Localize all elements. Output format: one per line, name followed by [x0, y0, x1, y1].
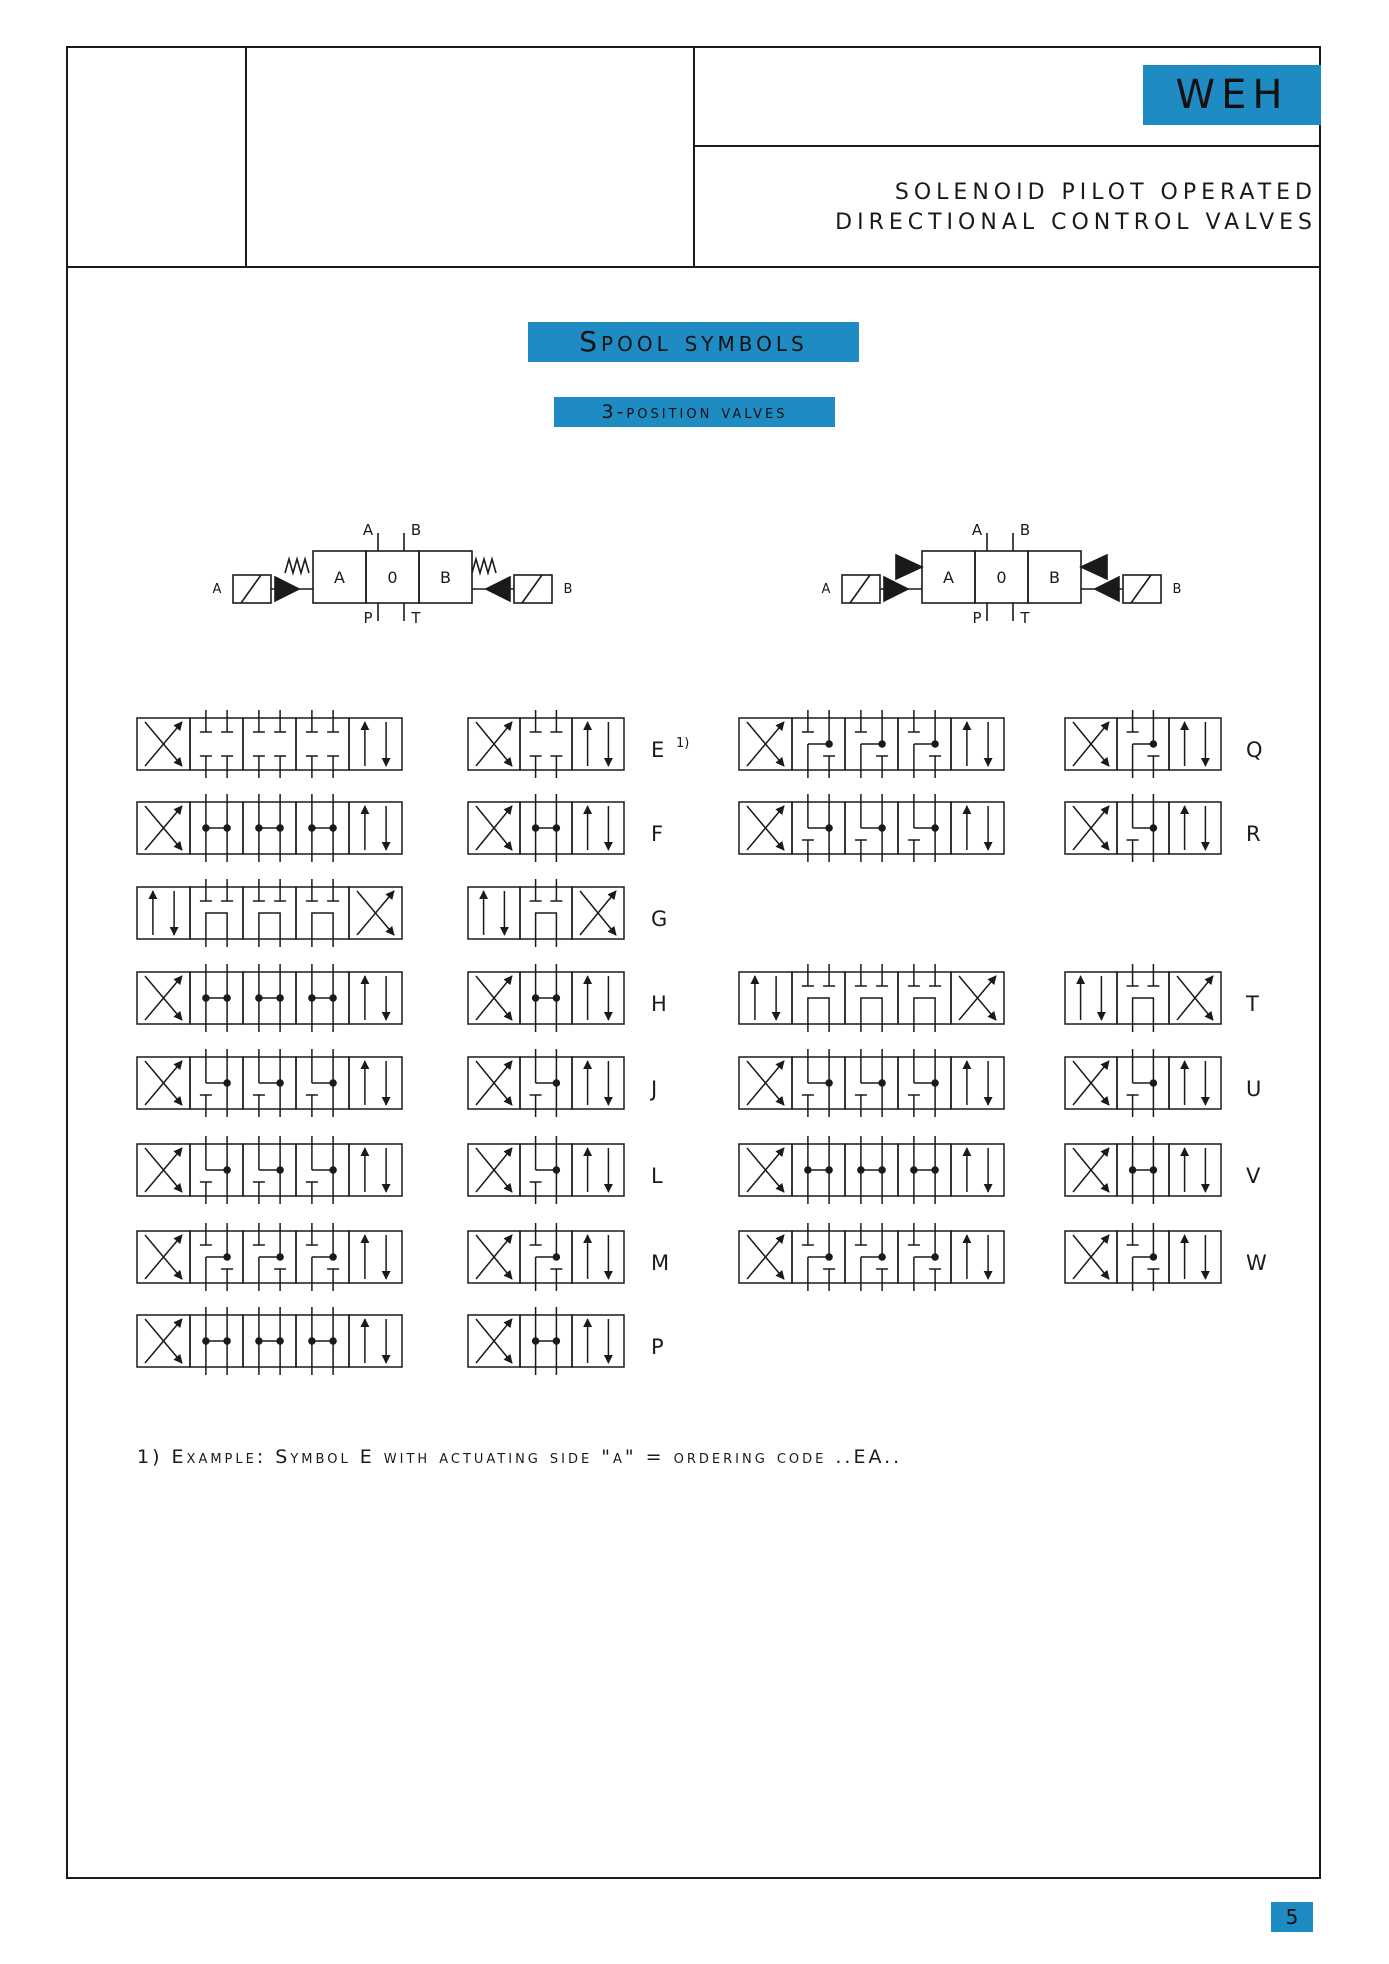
- junction-dot: [1150, 1254, 1156, 1260]
- symbol-code-h: H: [651, 992, 667, 1016]
- solenoid-box: [1123, 575, 1161, 603]
- parallel-box: [572, 802, 624, 854]
- junction-dot: [224, 825, 230, 831]
- junction-dot: [932, 741, 938, 747]
- junction-dot: [224, 1254, 230, 1260]
- junction-dot: [826, 1254, 832, 1260]
- brand-badge: WEH: [1143, 65, 1321, 125]
- junction-dot: [256, 995, 262, 1001]
- junction-dot: [309, 995, 315, 1001]
- junction-dot: [256, 825, 262, 831]
- flow-loop: [1133, 998, 1154, 1024]
- parallel-box: [468, 887, 520, 939]
- solenoid-box: [842, 575, 880, 603]
- parallel-box: [349, 1057, 402, 1109]
- junction-dot: [203, 1338, 209, 1344]
- position-label-b: B: [1049, 568, 1060, 587]
- parallel-box: [572, 1231, 624, 1283]
- pilot-triangle: [486, 577, 510, 601]
- page-number: 5: [1271, 1902, 1313, 1932]
- junction-dot: [879, 1254, 885, 1260]
- section-title: Spool symbols: [528, 322, 859, 362]
- port-label-p: P: [972, 609, 982, 627]
- pilot-triangle-upper: [896, 555, 922, 579]
- pilot-triangle-upper: [1081, 555, 1107, 579]
- solenoid-slash: [522, 575, 542, 603]
- solenoid-box: [233, 575, 271, 603]
- parallel-box: [349, 718, 402, 770]
- symbol-code-l: L: [651, 1164, 663, 1188]
- side-label-b: B: [1172, 582, 1182, 597]
- parallel-box: [572, 718, 624, 770]
- symbol-code-j: J: [651, 1077, 658, 1101]
- center-box: [190, 718, 243, 770]
- pilot-triangle: [884, 577, 908, 601]
- junction-dot: [309, 1338, 315, 1344]
- footnote: 1) Example: Symbol E with actuating side "a" = ordering code ..EA..: [137, 1446, 903, 1468]
- symbol-code-m: M: [651, 1251, 670, 1275]
- symbol-code-e: E: [651, 738, 665, 762]
- parallel-box: [1169, 718, 1221, 770]
- junction-dot: [858, 1167, 864, 1173]
- junction-dot: [826, 1167, 832, 1173]
- symbol-grid-right: [739, 710, 1221, 1291]
- junction-dot: [309, 825, 315, 831]
- solenoid-slash: [241, 575, 261, 603]
- parallel-box: [572, 1315, 624, 1367]
- center-box: [243, 718, 296, 770]
- parallel-box: [1169, 802, 1221, 854]
- symbol-note: 1): [676, 736, 690, 751]
- subtitle-line-1: SOLENOID PILOT OPERATED: [894, 180, 1317, 205]
- parallel-box: [951, 718, 1004, 770]
- port-label-b: B: [1019, 521, 1031, 539]
- junction-dot: [330, 995, 336, 1001]
- parallel-box: [1169, 1231, 1221, 1283]
- junction-dot: [553, 1338, 559, 1344]
- junction-dot: [330, 1338, 336, 1344]
- parallel-box: [349, 1144, 402, 1196]
- symbol-code-q: Q: [1246, 738, 1263, 762]
- junction-dot: [1130, 1167, 1136, 1173]
- port-label-p: P: [363, 609, 373, 627]
- spring: [285, 559, 309, 573]
- parallel-box: [349, 1231, 402, 1283]
- solenoid-slash: [850, 575, 870, 603]
- junction-dot: [277, 825, 283, 831]
- junction-dot: [1150, 741, 1156, 747]
- junction-dot: [330, 825, 336, 831]
- side-label-b: B: [563, 582, 573, 597]
- junction-dot: [277, 995, 283, 1001]
- parallel-box: [137, 887, 190, 939]
- junction-dot: [533, 825, 539, 831]
- center-box: [520, 718, 572, 770]
- junction-dot: [553, 825, 559, 831]
- side-label-a: A: [821, 582, 831, 597]
- parallel-box: [349, 802, 402, 854]
- port-label-t: T: [411, 609, 421, 627]
- port-label-a: A: [362, 521, 374, 539]
- symbol-code-g: G: [651, 907, 668, 931]
- flow-loop: [206, 913, 227, 939]
- parallel-box: [1169, 1144, 1221, 1196]
- flow-loop: [861, 998, 882, 1024]
- junction-dot: [203, 825, 209, 831]
- flow-loop: [536, 913, 557, 939]
- valve-schematics: [213, 521, 1182, 627]
- pilot-triangle: [1095, 577, 1119, 601]
- position-label-a: A: [334, 568, 345, 587]
- junction-dot: [932, 1254, 938, 1260]
- junction-dot: [932, 1167, 938, 1173]
- junction-dot: [533, 1338, 539, 1344]
- junction-dot: [805, 1167, 811, 1173]
- parallel-box: [951, 802, 1004, 854]
- position-label-b: B: [440, 568, 451, 587]
- flow-loop: [914, 998, 935, 1024]
- parallel-box: [1169, 1057, 1221, 1109]
- parallel-box: [349, 972, 402, 1024]
- flow-loop: [312, 913, 333, 939]
- position-label-0: 0: [996, 568, 1007, 587]
- parallel-box: [349, 1315, 402, 1367]
- parallel-box: [572, 1144, 624, 1196]
- junction-dot: [277, 1338, 283, 1344]
- side-label-a: A: [212, 582, 222, 597]
- port-label-b: B: [410, 521, 422, 539]
- symbol-code-f: F: [651, 822, 664, 846]
- solenoid-box: [514, 575, 552, 603]
- solenoid-slash: [1131, 575, 1151, 603]
- junction-dot: [277, 1254, 283, 1260]
- port-label-t: T: [1020, 609, 1030, 627]
- junction-dot: [879, 1167, 885, 1173]
- junction-dot: [224, 995, 230, 1001]
- junction-dot: [879, 741, 885, 747]
- junction-dot: [533, 995, 539, 1001]
- junction-dot: [553, 1254, 559, 1260]
- symbol-code-u: U: [1246, 1077, 1262, 1101]
- parallel-box: [1065, 972, 1117, 1024]
- parallel-box: [572, 972, 624, 1024]
- junction-dot: [1150, 1167, 1156, 1173]
- parallel-box: [572, 1057, 624, 1109]
- junction-dot: [256, 1338, 262, 1344]
- junction-dot: [911, 1167, 917, 1173]
- symbol-labels: [649, 736, 1267, 1359]
- parallel-box: [951, 1057, 1004, 1109]
- symbol-code-t: T: [1246, 992, 1259, 1016]
- position-label-a: A: [943, 568, 954, 587]
- port-label-a: A: [971, 521, 983, 539]
- section-subtitle: 3-position valves: [554, 397, 835, 427]
- junction-dot: [826, 741, 832, 747]
- symbol-code-p: P: [651, 1335, 664, 1359]
- symbol-code-v: V: [1246, 1164, 1261, 1188]
- parallel-box: [951, 1231, 1004, 1283]
- junction-dot: [203, 995, 209, 1001]
- center-box: [296, 718, 349, 770]
- subtitle-line-2: DIRECTIONAL CONTROL VALVES: [835, 210, 1317, 235]
- parallel-box: [951, 1144, 1004, 1196]
- junction-dot: [224, 1338, 230, 1344]
- junction-dot: [330, 1254, 336, 1260]
- position-label-0: 0: [387, 568, 398, 587]
- flow-loop: [808, 998, 829, 1024]
- pilot-triangle: [275, 577, 299, 601]
- symbol-code-r: R: [1246, 822, 1261, 846]
- flow-loop: [259, 913, 280, 939]
- parallel-box: [739, 972, 792, 1024]
- spring: [472, 559, 496, 573]
- symbol-grid-left: [137, 710, 624, 1375]
- junction-dot: [553, 995, 559, 1001]
- symbol-code-w: W: [1246, 1251, 1267, 1275]
